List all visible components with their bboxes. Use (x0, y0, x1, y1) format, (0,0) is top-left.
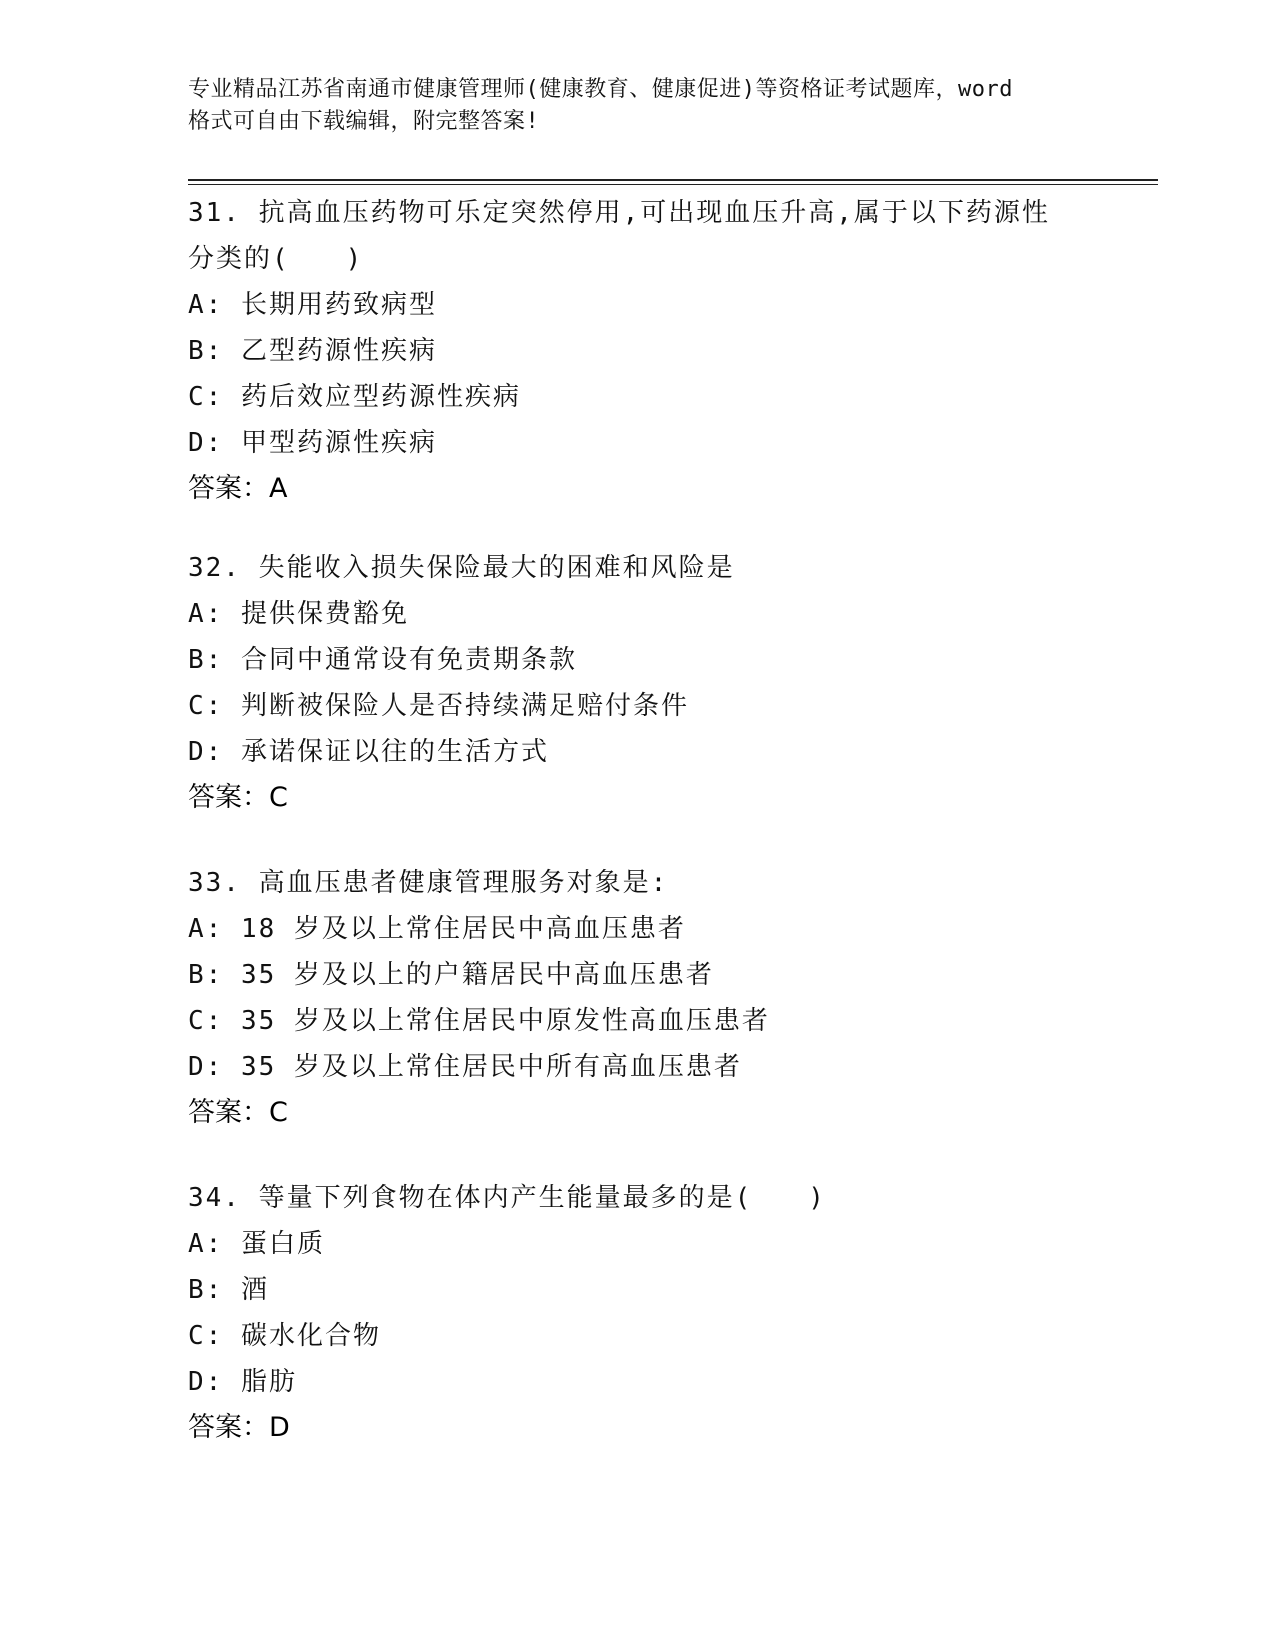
option-c: C: 碳水化合物 (188, 1321, 381, 1351)
option-d: D: 脂肪 (188, 1367, 297, 1397)
question-title-continued: 分类的( ) (188, 244, 364, 274)
question-title: 33. 高血压患者健康管理服务对象是: (188, 868, 669, 898)
page-header (188, 74, 1088, 138)
question-title: 34. 等量下列食物在体内产生能量最多的是( ) (188, 1183, 826, 1213)
header-line-2: 格式可自由下载编辑，附完整答案! (188, 109, 540, 134)
question-title: 31. 抗高血压药物可乐定突然停用,可出现血压升高,属于以下药源性 (188, 198, 1050, 228)
question-31 (188, 190, 1088, 512)
question-33 (188, 860, 1088, 1136)
question-title: 32. 失能收入损失保险最大的困难和风险是 (188, 553, 735, 583)
answer: 答案：A (188, 473, 288, 504)
question-32 (188, 545, 1088, 821)
option-a: A: 18 岁及以上常住居民中高血压患者 (188, 914, 686, 944)
option-c: C: 药后效应型药源性疾病 (188, 382, 521, 412)
option-c: C: 35 岁及以上常住居民中原发性高血压患者 (188, 1006, 770, 1036)
header-divider-thin (188, 184, 1158, 185)
answer: 答案：C (188, 782, 288, 813)
option-a: A: 长期用药致病型 (188, 290, 437, 320)
header-line-1: 专业精品江苏省南通市健康管理师(健康教育、健康促进)等资格证考试题库，word (188, 77, 1013, 102)
option-a: A: 提供保费豁免 (188, 599, 409, 629)
option-b: B: 合同中通常设有免责期条款 (188, 645, 577, 675)
option-d: D: 承诺保证以往的生活方式 (188, 737, 549, 767)
option-b: B: 酒 (188, 1275, 269, 1305)
option-c: C: 判断被保险人是否持续满足赔付条件 (188, 691, 689, 721)
question-34 (188, 1175, 1088, 1451)
answer: 答案：C (188, 1097, 288, 1128)
option-b: B: 35 岁及以上的户籍居民中高血压患者 (188, 960, 714, 990)
header-divider-thick (188, 179, 1158, 181)
option-a: A: 蛋白质 (188, 1229, 325, 1259)
option-d: D: 35 岁及以上常住居民中所有高血压患者 (188, 1052, 742, 1082)
option-d: D: 甲型药源性疾病 (188, 428, 437, 458)
option-b: B: 乙型药源性疾病 (188, 336, 437, 366)
answer: 答案：D (188, 1412, 290, 1443)
